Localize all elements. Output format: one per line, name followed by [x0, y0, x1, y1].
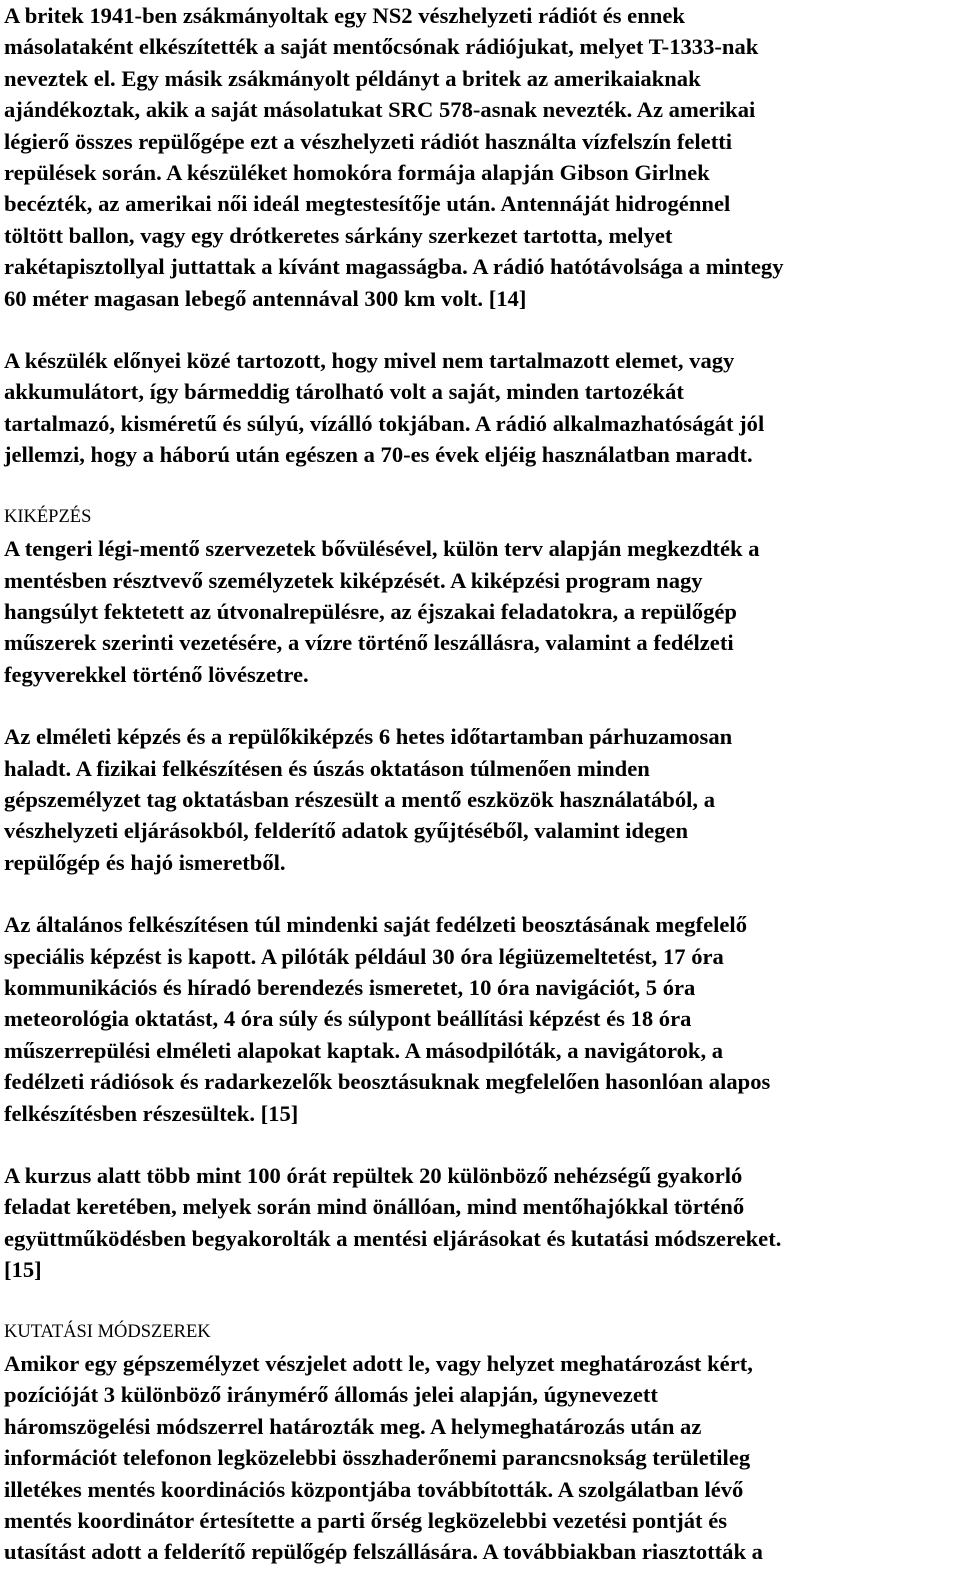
text-line: jellemzi, hogy a háború után egészen a 70-es évek eljéig használatban maradt.: [4, 442, 753, 468]
text-line: Az elméleti képzés és a repülőkiképzés 6 hetes időtartamban párhuzamosan: [4, 724, 733, 750]
paragraph-spacer: [4, 690, 952, 721]
document-page: [4, 0, 952, 1568]
text-line: meteorológia oktatást, 4 óra súly és súlypont beállítási képzést és 18 óra: [4, 1006, 692, 1032]
text-line: Amikor egy gépszemélyzet vészjelet adott le, vagy helyzet meghatározást kért,: [4, 1351, 753, 1377]
text-line: A tengeri légi-mentő szervezetek bővülésével, külön terv alapján megkezdték a: [4, 536, 760, 562]
text-line: tartalmazó, kisméretű és súlyú, vízálló tokjában. A rádió alkalmazhatóságát jól: [4, 410, 765, 436]
text-line: műszerek szerinti vezetésére, a vízre történő leszállásra, valamint a fedélzeti: [4, 630, 734, 656]
text-line: másolataként elkészítették a saját mentőcsónak rádiójukat, melyet T-1333-nak: [4, 34, 759, 60]
paragraph-spacer: [4, 1286, 952, 1317]
text-line: fegyverekkel történő lövészetre.: [4, 661, 309, 687]
text-line: töltött ballon, vagy egy drótkeretes sárkány szerkezet tartotta, melyet: [4, 222, 673, 248]
text-line: mentés koordinátor értesítette a parti őrség legközelebbi vezetési pontját és: [4, 1508, 728, 1534]
text-line: A britek 1941-ben zsákmányoltak egy NS2 vészhelyzeti rádiót és ennek: [4, 3, 685, 28]
paragraph-search-methods: [4, 1348, 952, 1568]
section-heading-kutatasi-modszerek: KUTATÁSI MÓDSZEREK: [4, 1321, 211, 1342]
text-line: illetékes mentés koordinációs központjába továbbították. A szolgálatban lévő: [4, 1476, 744, 1502]
text-line: [15]: [4, 1257, 42, 1283]
text-line: becézték, az amerikai női ideál megtestesítője után. Antennáját hidrogénnel: [4, 191, 731, 217]
text-line: Az általános felkészítésen túl mindenki saját fedélzeti beosztásának megfelelő: [4, 912, 747, 938]
text-line: neveztek el. Egy másik zsákmányolt példányt a britek az amerikaiaknak: [4, 65, 701, 91]
paragraph-training-theory: [4, 721, 952, 878]
text-line: ajándékoztak, akik a saját másolatukat SRC 578-asnak nevezték. Az amerikai: [4, 97, 756, 123]
paragraph-radio-advantages: [4, 345, 952, 471]
section-heading-kikepzes: KIKÉPZÉS: [4, 506, 92, 527]
text-line: vészhelyzeti eljárásokból, felderítő adatok gyűjtéséből, valamint idegen: [4, 818, 689, 844]
text-line: 60 méter magasan lebegő antennával 300 km volt. [14]: [4, 285, 527, 311]
text-line: információt telefonon legközelebbi összhaderőnemi parancsnokság területileg: [4, 1445, 751, 1471]
text-line: gépszemélyzet tag oktatásban részesült a mentő eszközök használatából, a: [4, 786, 715, 812]
paragraph-training-intro: [4, 533, 952, 690]
text-line: háromszögelési módszerrel határozták meg. A helymeghatározás után az: [4, 1413, 702, 1439]
text-line: repülőgép és hajó ismeretből.: [4, 849, 286, 875]
text-line: légierő összes repülőgépe ezt a vészhelyzeti rádiót használta vízfelszín feletti: [4, 128, 733, 154]
text-line: feladat keretében, melyek során mind önállóan, mind mentőhajókkal történő: [4, 1194, 745, 1220]
text-line: speciális képzést is kapott. A pilóták például 30 óra légiüzemeltetést, 17 óra: [4, 943, 724, 969]
text-line: együttműködésben begyakorolták a mentési eljárásokat és kutatási módszereket.: [4, 1225, 782, 1251]
paragraph-radio-history: [4, 0, 952, 314]
text-line: hangsúlyt fektetett az útvonalrepülésre, az éjszakai feladatokra, a repülőgép: [4, 598, 737, 624]
text-line: utasítást adott a felderítő repülőgép felszállására. A továbbiakban riasztották a: [4, 1539, 763, 1565]
text-line: műszerrepülési elméleti alapokat kaptak. A másodpilóták, a navigátorok, a: [4, 1037, 724, 1063]
paragraph-training-special: [4, 909, 952, 1129]
text-line: haladt. A fizikai felkészítésen és úszás oktatáson túlmenően minden: [4, 755, 650, 781]
paragraph-spacer: [4, 878, 952, 909]
text-line: A készülék előnyei közé tartozott, hogy mivel nem tartalmazott elemet, vagy: [4, 348, 735, 374]
text-line: akkumulátort, így bármeddig tárolható volt a saját, minden tartozékát: [4, 379, 684, 405]
text-line: A kurzus alatt több mint 100 órát repültek 20 különböző nehézségű gyakorló: [4, 1163, 743, 1188]
paragraph-spacer: [4, 1129, 952, 1160]
paragraph-spacer: [4, 314, 952, 345]
text-line: rakétapisztollyal juttattak a kívánt magasságba. A rádió hatótávolsága a mintegy: [4, 254, 784, 280]
text-line: felkészítésben részesültek. [15]: [4, 1100, 299, 1126]
text-line: mentésben résztvevő személyzetek kiképzését. A kiképzési program nagy: [4, 567, 703, 593]
text-line: pozícióját 3 különböző iránymérő állomás jelei alapján, úgynevezett: [4, 1382, 658, 1408]
text-line: fedélzeti rádiósok és radarkezelők beosztásuknak megfelelően hasonlóan alapos: [4, 1069, 771, 1095]
text-line: repülések során. A készüléket homokóra formája alapján Gibson Girlnek: [4, 160, 710, 186]
text-line: kommunikációs és híradó berendezés ismeretet, 10 óra navigációt, 5 óra: [4, 974, 696, 1000]
paragraph-training-course: [4, 1160, 952, 1286]
paragraph-spacer: [4, 471, 952, 502]
